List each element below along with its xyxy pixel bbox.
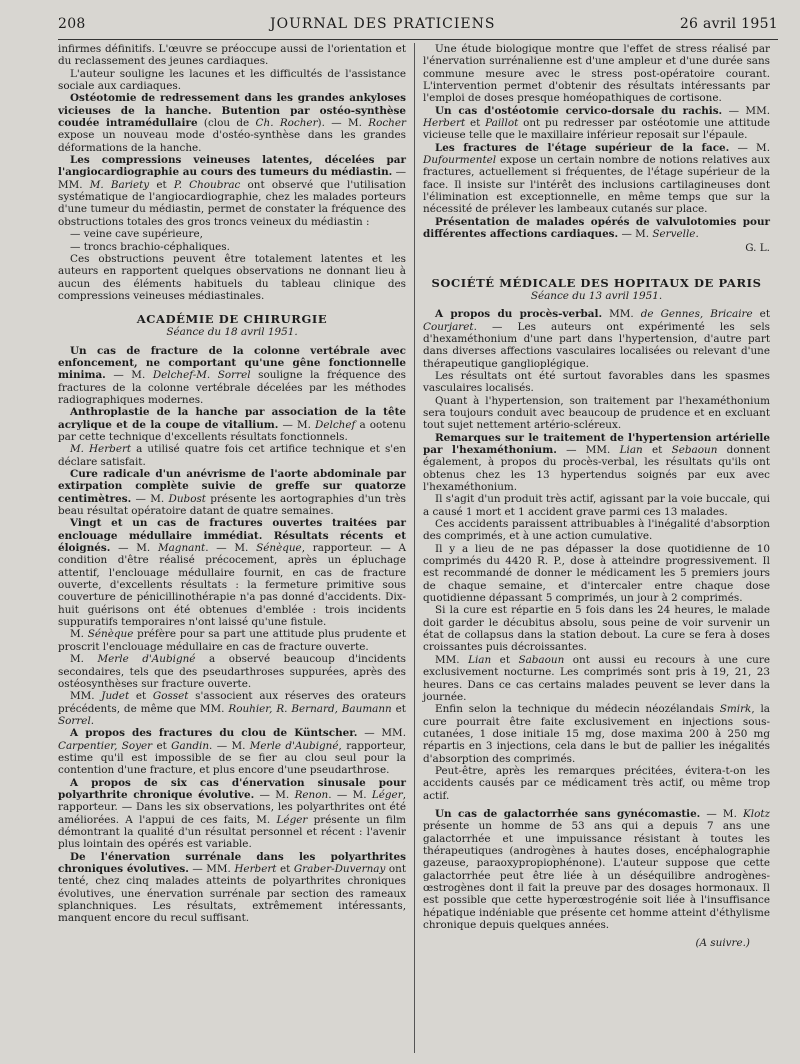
article-title: Un cas de fracture de la colonne vertébrale avec enfoncement, ne comportant qu'une gêne fonctionnelle minima.: [58, 344, 406, 382]
article-fractures-face: Les fractures de l'étage supérieur de la face. — M. Dufourmentel expose un certain nombre de notions relatives aux fractures, actuellement si fréquentes, de l'étage supérieur de la face. Il insiste sur l'intérêt des inclusions cartilagineuses dont l'élimination est exceptionnelle, en même temps que sur la nécessité de prélever les lambeaux cutanés sur place.: [423, 141, 770, 216]
paragraph: MM. Judet et Gosset s'associent aux réserves des orateurs précédents, de même que MM. Rouhier, R. Bernard, Baumann et Sorrel.: [58, 690, 406, 727]
article-title: A propos du procès-verbal.: [435, 308, 603, 321]
article-fractures-ouvertes: Vingt et un cas de fractures ouvertes traitées par enclouage médullaire immédiat. Résultats récents et éloignés. — M. Magnant. — M. Sénèque, rapporteur. — A condition d'être réalisé précocement, après un épluchage attentif, l'enclouage médullaire fournit, en cas de fracture ouverte, d'excellents résultats : la fermeture primitive sous couverture de pénicillinothérapie n'a pas donné d'accidents. Dix-huit guérisons ont été obtenues d'emblée : trois incidents suppuratifs temporaires n'ont laissé qu'une fistule.: [58, 517, 407, 629]
paragraph: Enfin selon la technique du médecin néozélandais Smirk, la cure pourrait être faite exclusivement en injections sous-cutanées, 1 dose initiale 15 mg, dose maxima 200 à 250 mg répartis en 3 injections, cela dans le but de pallier les inégalités d'absorption des comprimés.: [423, 703, 771, 765]
section-date: Séance du 13 avril 1951.: [530, 289, 663, 302]
article-title: Un cas d'ostéotomie cervico-dorsale du rachis.: [435, 104, 723, 117]
paragraph: M. Herbert a utilisé quatre fois cet artifice technique et s'en déclare satisfait.: [58, 443, 406, 468]
article-enervation-surrenale: De l'énervation surrénale dans les polyarthrites chroniques évolutives. — MM. Herbert et Graber-Duvernay ont tenté, chez cinq malades atteints de polyarthrites chroniques évolutives, une énervation surrénale par section des rameaux splanchniques. Les résultats, extrêmement intéressants, manquent encore du recul suffisant.: [58, 850, 406, 925]
article-anevrisme: Cure radicale d'un anévrisme de l'aorte abdominale par extirpation complète suivie de greffe sur quatorze centimètres. — M. Dubost présente les aortographies d'un très beau résultat opératoire datant de quatre semaines.: [58, 468, 406, 518]
spacer: [423, 254, 770, 266]
article-kuntscher: A propos des fractures du clou de Küntscher. — MM. Carpentier, Soyer et Gandin. — M. Merle d'Aubigné, rapporteur, estime qu'il est impossible de se fier au clou seul pour la contention d'une fracture, et plus encore d'une pseudarthrose.: [58, 727, 407, 777]
text-columns: [58, 43, 778, 1053]
running-head: [58, 16, 778, 40]
article-compressions: Les compressions veineuses latentes, décelées par l'angiocardiographie au cours des tumeurs du médiastin. — MM. M. Bariety et P. Choubrac ont observé que l'utilisation systématique de l'angiocardiographie, chez les malades porteurs d'une tumeur du médiastin, permet de constater la fréquence des obstructions totales des gros troncs veineux du médiastin :: [58, 154, 406, 228]
paragraph: L'auteur souligne les lacunes et les difficultés de l'assistance sociale aux cardiaques.: [58, 67, 406, 93]
article-valvulotomies: Présentation de malades opérés de valvulotomies pour différentes affections cardiaques. — M. Servelle.: [423, 215, 770, 241]
paragraph: Peut-être, après les remarques précitées, évitera-t-on les accidents causés par ce médicament très actif, ou même trop actif.: [423, 764, 770, 802]
article-anthroplastie: Anthroplastie de la hanche par association de la tête acrylique et de la coupe de vitallium. — M. Delchef a ootenu par cette technique d'excellents résultats fonctionnels.: [58, 406, 406, 443]
paragraph: infirmes définitifs. L'œuvre se préoccupe aussi de l'orientation et du reclassement des jeunes cardiaques.: [58, 43, 406, 68]
journal-title: JOURNAL DES PRATICIENS: [269, 16, 496, 32]
list-item: — troncs brachio-céphaliques.: [70, 240, 230, 253]
article-title: Présentation de malades opérés de valvulotomies pour différentes affections cardiaques.: [423, 215, 770, 241]
author-signature: G. L.: [745, 241, 770, 254]
article-title: Un cas de galactorrhée sans gynécomastie.: [435, 807, 701, 820]
article-title: De l'énervation surrénale dans les polyarthrites chroniques évolutives.: [58, 850, 406, 875]
article-galactorrhee: Un cas de galactorrhée sans gynécomastie. — M. Klotz présente un homme de 53 ans qui a depuis 7 ans une galactorrhée et une impuissance résistant à toutes les thérapeutiques (androgènes à hautes doses, encéphalographie gazeuse, paraoxypropiophénone). L'auteur suppose que cette galactorrhée peut être liée à un déséquilibre androgènes-œstrogènes dont il fait la preuve par des dosages hormonaux. Il est possible que cette hyperœstrogénie soit liée à l'insuffisance hépatique indéniable que présente cet homme atteint d'éthylisme chronique depuis quelques années.: [423, 807, 770, 932]
article-fracture-colonne: Un cas de fracture de la colonne vertébrale avec enfoncement, ne comportant qu'une gêne fonctionnelle minima. — M. Delchef-M. Sorrel souligne la fréquence des fractures de la colonne vertébrale décelées par les méthodes radiographiques modernes.: [58, 344, 406, 406]
article-proces-verbal: A propos du procès-verbal. MM. de Gennes, Bricaire et Courjaret. — Les auteurs ont expérimenté les sels d'hexaméthonium d'une part dans l'hypertension, d'autre part dans diverses affections vasculaires localisées ou relevant d'une thérapeutique ganglioplégique.: [423, 308, 771, 370]
issue-date: 26 avril 1951: [679, 16, 778, 32]
paragraph: M. Sénèque préfère pour sa part une attitude plus prudente et proscrit l'enclouage médullaire en cas de fracture ouverte.: [58, 628, 406, 653]
section-date: Séance du 18 avril 1951.: [166, 326, 298, 339]
article-title: A propos des fractures du clou de Küntscher.: [70, 727, 358, 740]
left-column: [58, 43, 414, 1053]
article-enervation-sinusale: A propos de six cas d'énervation sinusale pour polyarthrite chronique évolutive. — M. Renon. — M. Léger, rapporteur. — Dans les six observations, les polyarthrites ont été améliorées. A l'appui de ces faits, M. Léger présente un film démontrant la qualité d'un résultat personnel et récent : l'avenir plus lointain des opérés est variable.: [58, 776, 406, 851]
paragraph: Il y a lieu de ne pas dépasser la dose quotidienne de 10 comprimés du 4420 R. P., dose à atteindre progressivement. Il est recommandé de donner le médicament les 5 premiers jours de chaque semaine, et d'intercaler entre chaque dose quotidienne dépassant 5 comprimés, un jour à 2 comprimés.: [423, 542, 770, 605]
section-title-academie: ACADÉMIE DE CHIRURGIE: [136, 312, 328, 327]
article-osteotomie: Ostéotomie de redressement dans les grandes ankyloses vicieuses de la hanche. Butention par ostéo-synthèse coudée intramédullaire (clou de Ch. Rocher). — M. Rocher expose un nouveau mode d'ostéo-synthèse dans les grandes déformations de la hanche.: [58, 92, 406, 154]
right-column: [414, 43, 770, 1053]
paragraph: Il s'agit d'un produit très actif, agissant par la voie buccale, qui a causé 1 mort et 1 accident grave parmi ces 13 malades.: [423, 493, 770, 518]
article-title: Ostéotomie de redressement dans les grandes ankyloses vicieuses de la hanche. Butention par ostéo-synthèse coudée intramédullaire: [58, 92, 406, 130]
paragraph: MM. Lian et Sabaoun ont aussi eu recours à une cure exclusivement nocturne. Les comprimés sont pris à 19, 21, 23 heures. Dans ce cas certains malades peuvent se lever dans la journée.: [423, 653, 770, 703]
paragraph: Quant à l'hypertension, son traitement par l'hexaméthonium sera toujours conduit avec beaucoup de prudence et en excluant tout sujet nettement artério-scléreux.: [423, 394, 770, 432]
article-osteotomie-rachis: Un cas d'ostéotomie cervico-dorsale du rachis. — MM. Herbert et Paillot ont pu redresser par ostéotomie une attitude vicieuse telle que le maxillaire inférieur reposait sur l'épaule.: [423, 104, 771, 142]
paragraph: Ces obstructions peuvent être totalement latentes et les auteurs en rapportent quelques observations ne donnant lieu à aucun des éléments habituels du tableau clinique des compressions veineuses médiastinales.: [58, 252, 406, 302]
article-title: Vingt et un cas de fractures ouvertes traitées par enclouage médullaire immédiat. Résultats récents et éloignés.: [58, 517, 406, 555]
article-title: Cure radicale d'un anévrisme de l'aorte abdominale par extirpation complète suivie de greffe sur quatorze centimètres.: [58, 468, 406, 505]
article-title: Anthroplastie de la hanche par association de la tête acrylique et de la coupe de vitallium.: [58, 406, 406, 431]
list-item: — veine cave supérieure,: [70, 228, 203, 241]
article-title: A propos de six cas d'énervation sinusale pour polyarthrite chronique évolutive.: [58, 776, 406, 801]
section-title-societe: SOCIÉTÉ MÉDICALE DES HOPITAUX DE PARIS: [431, 275, 762, 290]
paragraph: M. Merle d'Aubigné a observé beaucoup d'incidents secondaires, tels que des pseudarthroses suppurées, après des ostéosynthèses sur fracture ouverte.: [58, 653, 406, 690]
paragraph: Les résultats ont été surtout favorables dans les spasmes vasculaires localisés.: [423, 369, 770, 395]
paragraph: Si la cure est répartie en 5 fois dans les 24 heures, le malade doit garder le décubitus absolu, sous peine de voir survenir un état de collapsus dans la station debout. La cure se fera à doses croissantes puis décroissantes.: [423, 604, 770, 654]
article-hypertension: Remarques sur le traitement de l'hypertension artérielle par l'hexaméthonium. — MM. Lian et Sebaoun donnent également, à propos du procès-verbal, les résultats qu'ils ont obtenus chez les 13 hypertendus soignés par eux avec l'hexaméthonium.: [423, 431, 770, 493]
paragraph: Ces accidents paraissent attribuables à l'inégalité d'absorption des comprimés, et à une action cumulative.: [423, 518, 770, 543]
paragraph: Une étude biologique montre que l'effet de stress réalisé par l'énervation surrénalienne est d'une ampleur et d'une durée sans commune mesure avec le stress post-opératoire courant. L'intervention permet d'obtenir des résultats intéressants par l'emploi de doses presque homéopathiques de cortisone.: [423, 43, 770, 105]
article-title: Remarques sur le traitement de l'hypertension artérielle par l'hexaméthonium.: [423, 431, 770, 456]
page-number: 208: [58, 16, 86, 32]
article-title: Les compressions veineuses latentes, décelées par l'angiocardiographie au cours des tumeurs du médiastin.: [58, 154, 406, 179]
continued-note: (A suivre.): [695, 937, 750, 950]
article-title: Les fractures de l'étage supérieur de la face.: [435, 141, 730, 154]
